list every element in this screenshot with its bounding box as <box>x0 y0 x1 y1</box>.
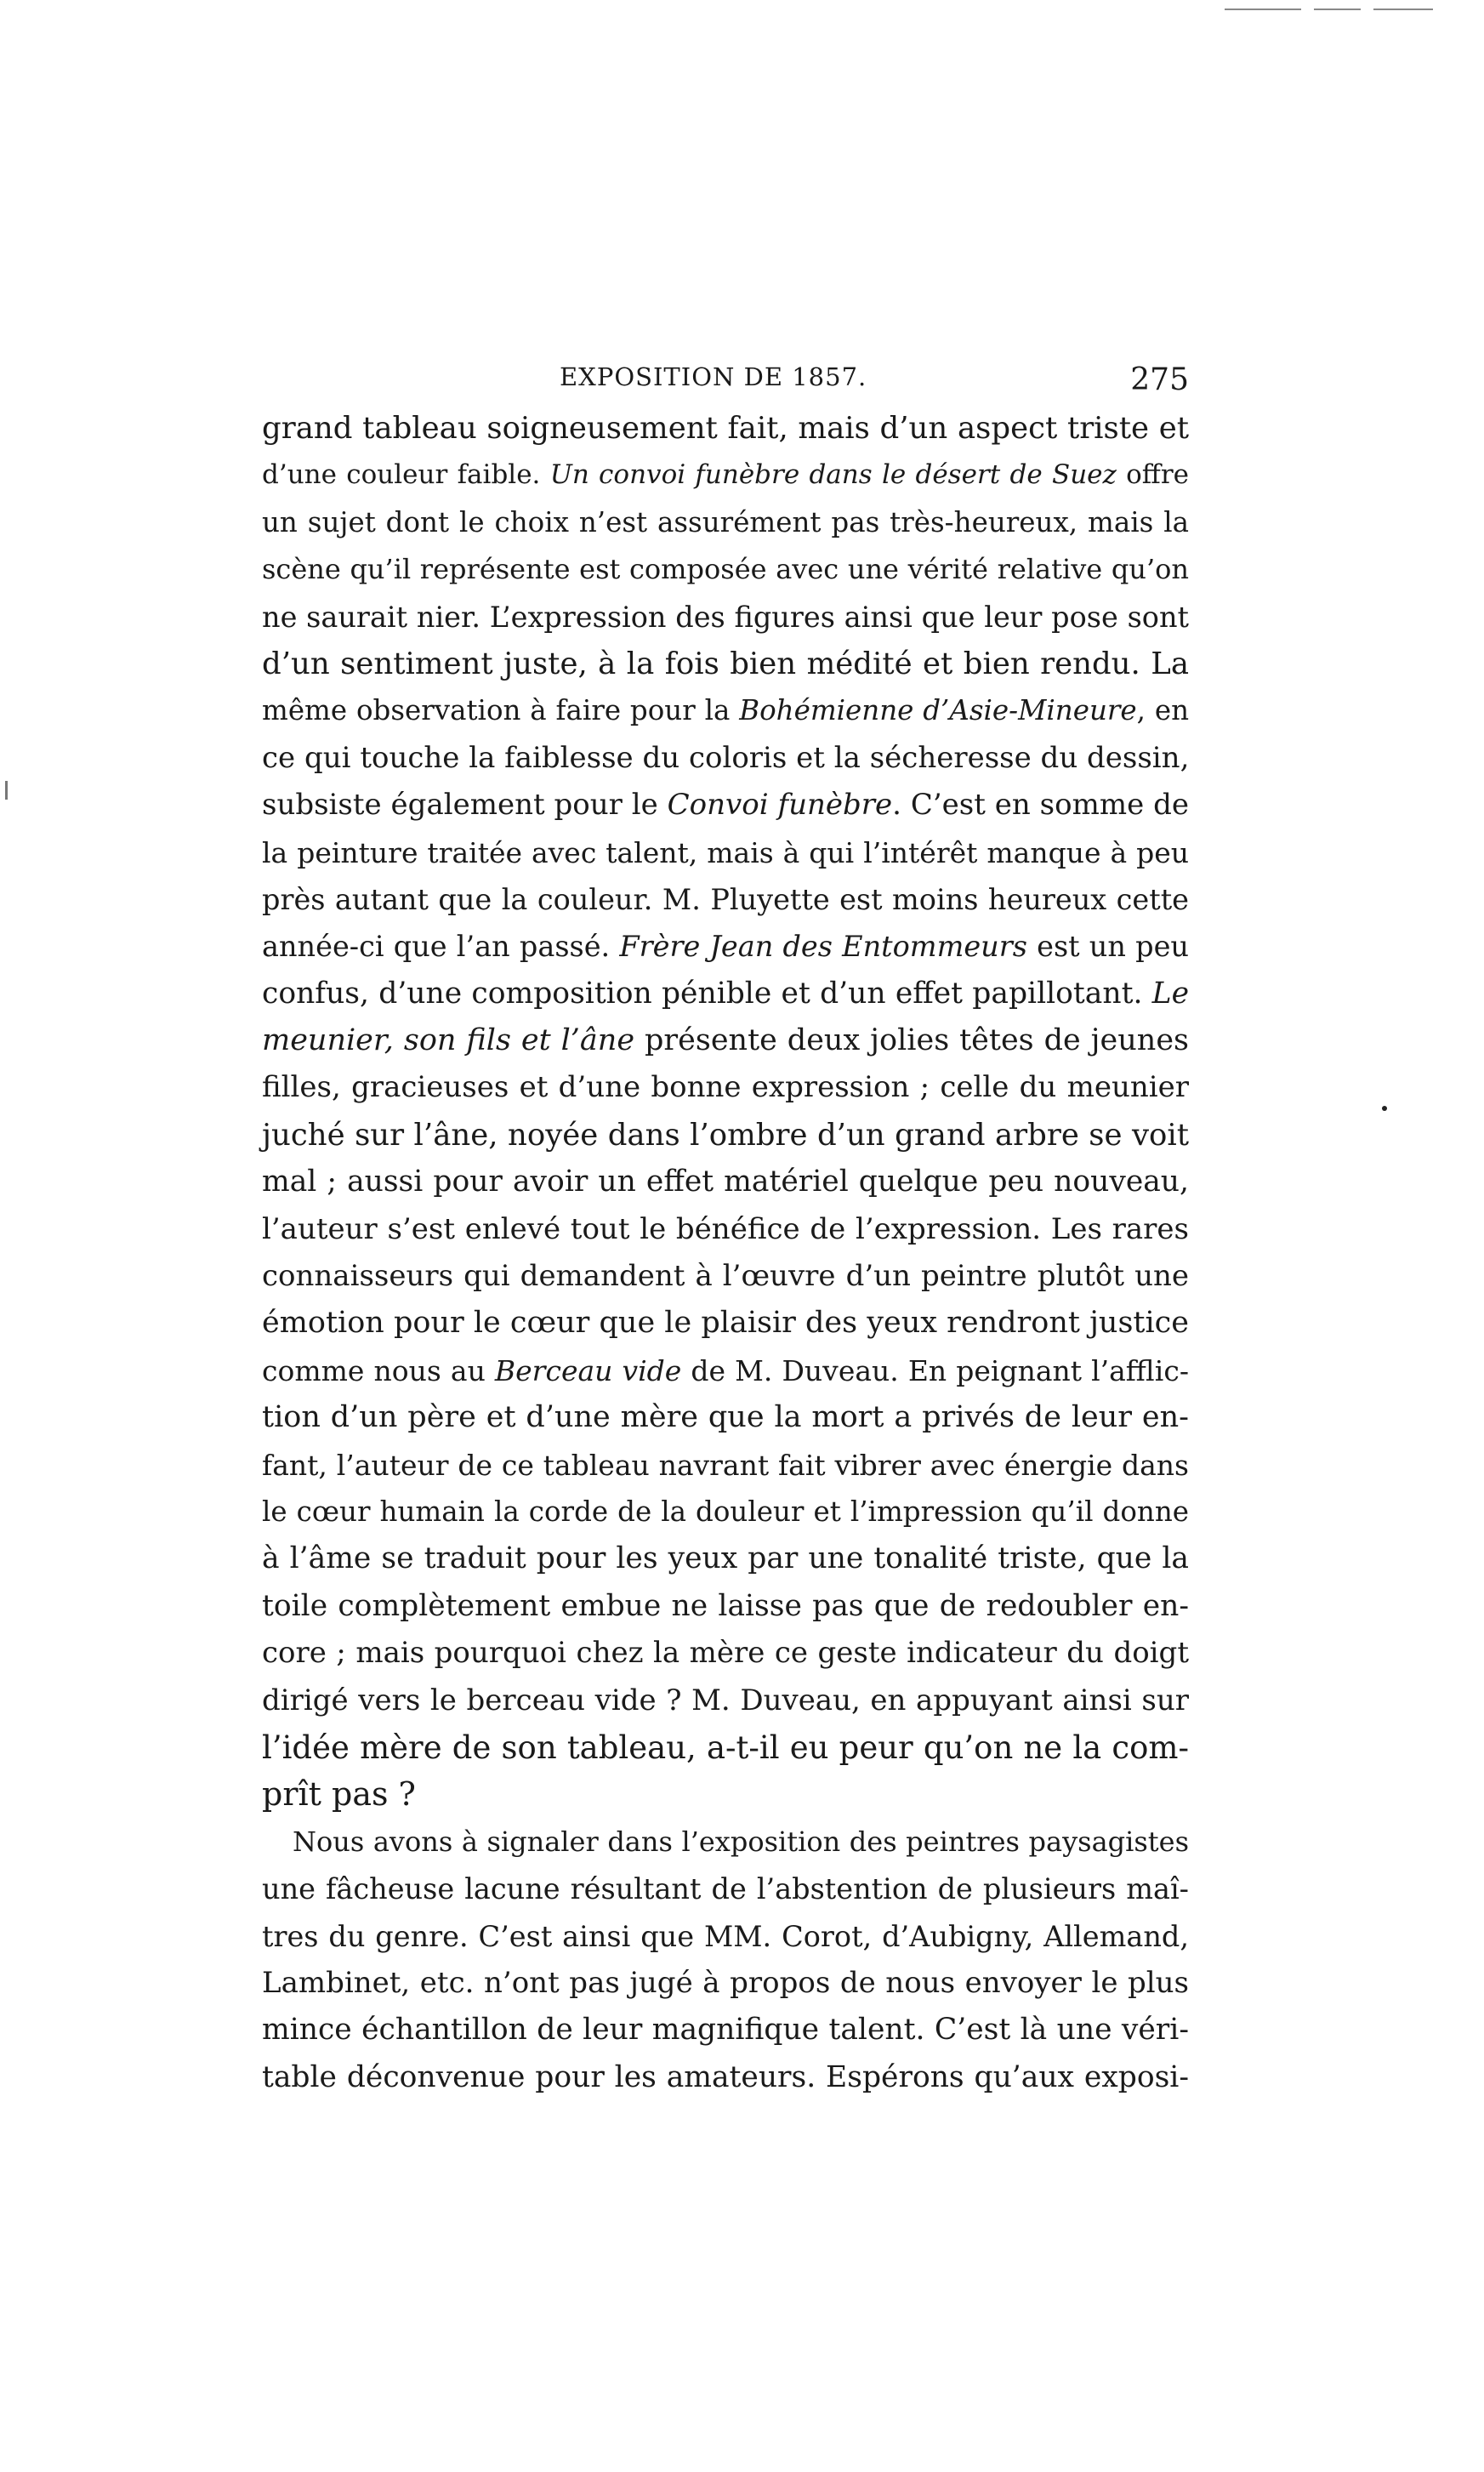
text-line <box>262 1442 1189 1489</box>
text-run: . C’est en somme de <box>892 788 1189 823</box>
text-run: d’un sentiment juste, à la fois bien médité et bien rendu. La <box>262 646 1189 681</box>
text-run: un sujet dont le choix n’est assurément pas très-heureux, mais la <box>262 505 1189 538</box>
text-run: de M. Duveau. En peignant l’afflic- <box>681 1353 1189 1387</box>
text-run: la peinture traitée avec talent, mais à qui l’intérêt manque à peu <box>262 835 1189 869</box>
text-run: scène qu’il représente est composée avec une vérité relative qu’on <box>262 553 1189 586</box>
text-line <box>262 1064 1189 1111</box>
text-line <box>262 1535 1189 1582</box>
italic-title: Berceau vide <box>494 1353 682 1387</box>
text-run: près autant que la couleur. M. Pluyette est moins heureux cette <box>262 882 1189 916</box>
text-line <box>262 1206 1189 1253</box>
text-line <box>262 452 1189 498</box>
text-line <box>262 1253 1189 1300</box>
text-line <box>262 923 1189 970</box>
text-line <box>262 687 1189 734</box>
text-line <box>262 2054 1189 2101</box>
text-line <box>262 1630 1189 1677</box>
text-line <box>262 1819 1189 1865</box>
text-run: à l’âme se traduit pour les yeux par une tonalité triste, que la <box>262 1541 1189 1576</box>
text-line <box>262 782 1189 829</box>
text-run: dirigé vers le berceau vide ? M. Duveau, en appuyant ainsi sur <box>262 1683 1189 1717</box>
text-run: ce qui touche la faiblesse du coloris et la sécheresse du dessin, <box>262 740 1190 775</box>
text-run: table déconvenue pour les amateurs. Espérons qu’aux exposi- <box>262 2059 1189 2094</box>
text-line <box>262 829 1189 876</box>
text-run: fant, l’auteur de ce tableau navrant fait vibrer avec énergie dans <box>262 1448 1189 1482</box>
italic-title: Bohémienne d’Asie-Mineure <box>739 694 1137 727</box>
text-line <box>262 1300 1189 1347</box>
text-line <box>262 1677 1189 1724</box>
text-run: présente deux jolies têtes de jeunes <box>634 1023 1189 1058</box>
top-rule-right <box>1373 9 1433 10</box>
text-run: connaisseurs qui demandent à l’œuvre d’un peintre plutôt une <box>262 1259 1189 1294</box>
italic-title: Convoi funèbre <box>667 788 893 823</box>
text-line <box>262 1112 1189 1159</box>
text-line <box>262 1394 1189 1441</box>
text-run: prît pas ? <box>262 1775 416 1814</box>
text-line <box>262 641 1189 687</box>
italic-title: meunier, son fils et l’âne <box>262 1023 635 1058</box>
text-run: même observation à faire pour la <box>262 694 740 727</box>
text-line <box>262 971 1189 1017</box>
page-number: 275 <box>1130 362 1189 397</box>
text-run: une fâcheuse lacune résultant de l’abstention de plusieurs maî- <box>262 1872 1189 1906</box>
italic-title: Le <box>1151 976 1189 1011</box>
text-run: comme nous au <box>262 1353 495 1387</box>
text-run: toile complètement embue ne laisse pas que de redoubler en- <box>262 1588 1189 1623</box>
text-run: ne saurait nier. L’expression des figures ainsi que leur pose sont <box>262 600 1189 634</box>
text-run: filles, gracieuses et d’une bonne expression ; celle du meunier <box>262 1070 1189 1105</box>
text-run: d’une couleur faible. <box>262 459 550 491</box>
text-run: juché sur l’âne, noyée dans l’ombre d’un grand arbre se voit <box>262 1117 1189 1153</box>
body-text <box>262 405 1189 2101</box>
paragraph <box>262 1819 1189 2101</box>
text-line <box>262 1771 1189 1818</box>
text-run: , en <box>1136 694 1190 727</box>
text-run: l’auteur s’est enlevé tout le bénéfice de l’expression. Les rares <box>262 1211 1189 1246</box>
text-run: émotion pour le cœur que le plaisir des yeux rendront justice <box>262 1306 1189 1341</box>
text-run: Nous avons à signaler dans l’exposition des peintres paysagistes <box>293 1825 1189 1858</box>
text-line <box>262 1489 1189 1535</box>
text-line <box>262 1583 1189 1630</box>
italic-title: Frère Jean des Entommeurs <box>619 930 1027 964</box>
text-line <box>262 1865 1189 1912</box>
text-run: année-ci que l’an passé. <box>262 930 620 964</box>
text-line <box>262 1017 1189 1064</box>
text-line <box>262 1159 1189 1205</box>
text-line <box>262 876 1189 923</box>
italic-title: Un convoi funèbre dans le désert de Suez <box>549 459 1117 491</box>
text-line <box>262 1724 1189 1771</box>
text-run: le cœur humain la corde de la douleur et l’impression qu’il donne <box>262 1495 1189 1528</box>
text-run: Lambinet, etc. n’ont pas jugé à propos de nous envoyer le plus <box>262 1965 1189 2000</box>
text-line <box>262 1347 1189 1394</box>
text-line <box>262 405 1189 452</box>
text-line <box>262 735 1189 782</box>
top-rule-middle <box>1314 9 1361 10</box>
text-line <box>262 594 1189 641</box>
ink-speck <box>1382 1106 1387 1111</box>
text-line <box>262 546 1189 593</box>
text-run: confus, d’une composition pénible et d’un effet papillotant. <box>262 976 1152 1011</box>
paragraph <box>262 405 1189 1819</box>
text-run: subsiste également pour le <box>262 788 668 823</box>
text-run: mal ; aussi pour avoir un effet matériel quelque peu nouveau, <box>262 1165 1189 1199</box>
text-line <box>262 1960 1189 2007</box>
text-line <box>262 2007 1189 2053</box>
running-title: EXPOSITION DE 1857. <box>560 362 867 391</box>
text-run: mince échantillon de leur magnifique talent. C’est là une véri- <box>262 2013 1189 2048</box>
text-line <box>262 499 1189 546</box>
running-header <box>262 356 1189 407</box>
text-run: est un peu <box>1026 930 1189 964</box>
text-run: l’idée mère de son tableau, a-t-il eu peur qu’on ne la com- <box>262 1729 1189 1766</box>
text-run: tres du genre. C’est ainsi que MM. Corot, d’Aubigny, Allemand, <box>262 1919 1189 1953</box>
text-run: tion d’un père et d’une mère que la mort a privés de leur en- <box>262 1400 1189 1435</box>
text-run: core ; mais pourquoi chez la mère ce geste indicateur du doigt <box>262 1636 1189 1671</box>
margin-mark <box>5 781 8 800</box>
top-rule-left <box>1225 9 1301 10</box>
text-line <box>262 1913 1189 1960</box>
text-run: offre <box>1116 459 1189 491</box>
text-run: grand tableau soigneusement fait, mais d’un aspect triste et <box>262 411 1189 446</box>
